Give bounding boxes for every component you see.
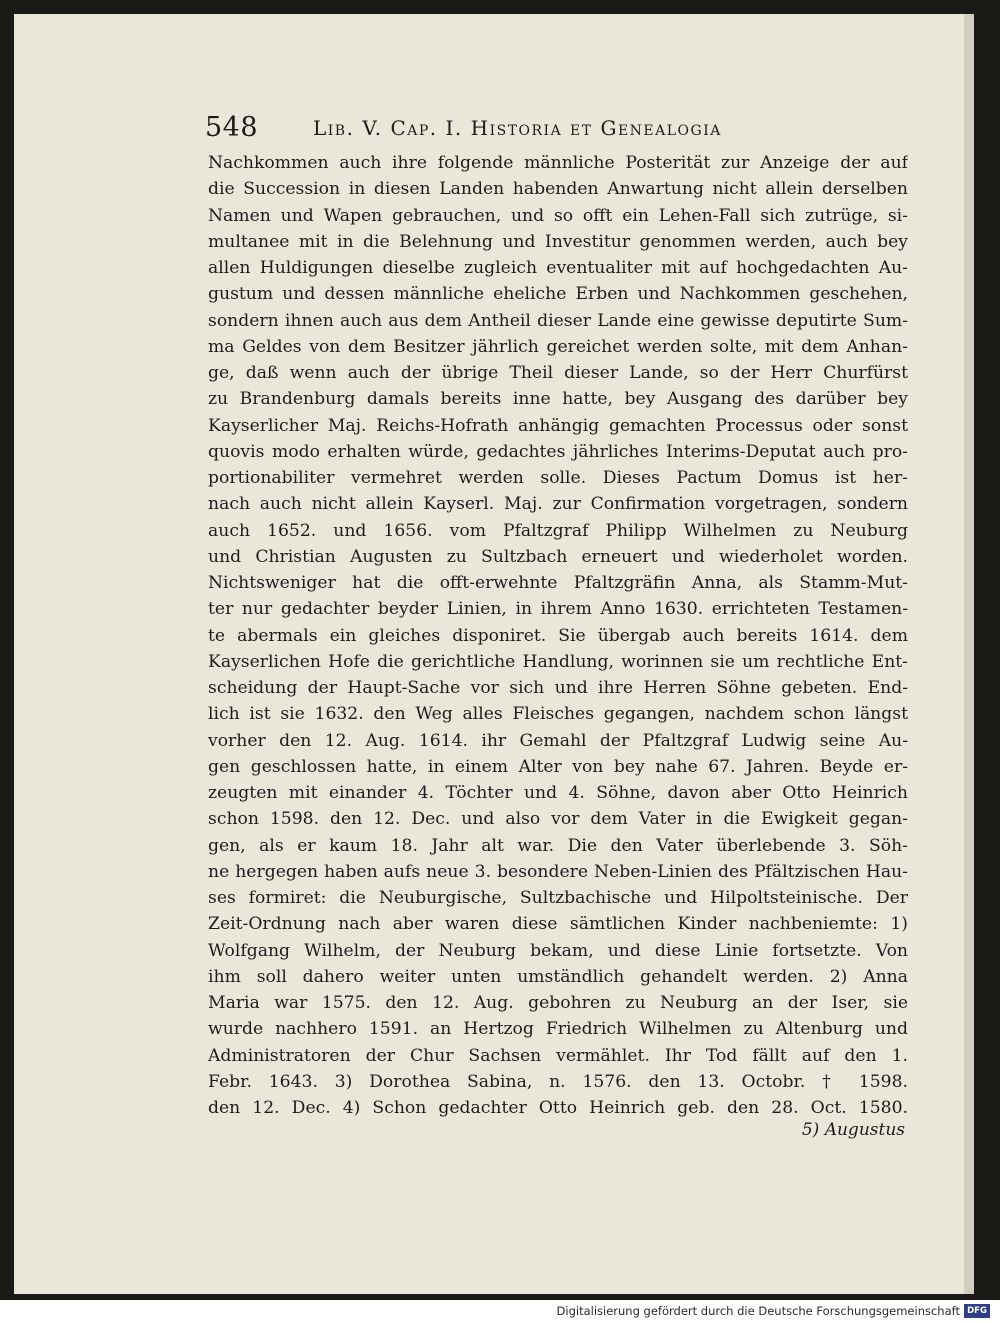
text-line: gen geschlossen hatte, in einem Alter von bey nahe 67. Jahren. Beyde er-: [208, 756, 908, 777]
text-line: Nachkommen auch ihre folgende männliche Posterität zur Anzeige der auf: [208, 153, 908, 173]
footer: [0, 1300, 1000, 1323]
text-line: Zeit-Ordnung nach aber waren diese sämtlichen Kinder nachbeniemte: 1): [208, 914, 908, 935]
text-line: ses formiret: die Neuburgische, Sultzbachische und Hilpoltsteinische. Der: [208, 888, 908, 908]
text-line: multanee mit in die Belehnung und Investitur genommen werden, auch bey: [208, 231, 908, 252]
text-line: ge, daß wenn auch der übrige Theil dieser Lande, so der Herr Churfürst: [208, 363, 908, 383]
text-line: sondern ihnen auch aus dem Antheil dieser Lande eine gewisse deputirte Sum-: [208, 310, 908, 331]
text-line: ihm soll dahero weiter unten umständlich gehandelt werden. 2) Anna: [208, 966, 908, 987]
text-line: ne hergegen haben aufs neue 3. besondere Neben-Linien des Pfältzischen Hau-: [208, 861, 908, 882]
text-line: scheidung der Haupt-Sache vor sich und ihre Herren Söhne gebeten. End-: [208, 678, 908, 698]
text-line: Wolfgang Wilhelm, der Neuburg bekam, und diese Linie fortsetzte. Von: [208, 940, 908, 961]
text-line: zeugten mit einander 4. Töchter und 4. Söhne, davon aber Otto Heinrich: [208, 783, 908, 803]
running-head: Lib. V. Cap. I. Historia et Genealogia: [313, 116, 722, 140]
text-line: schon 1598. den 12. Dec. und also vor dem Vater in die Ewigkeit gegan-: [208, 809, 908, 830]
body-text: [208, 150, 908, 1121]
text-line: lich ist sie 1632. den Weg alles Fleisches gegangen, nachdem schon längst: [208, 704, 908, 725]
text-line: den 12. Dec. 4) Schon gedachter Otto Heinrich geb. den 28. Oct. 1580.: [208, 1098, 908, 1118]
footer-credit: Digitalisierung gefördert durch die Deutsche Forschungsgemeinschaft: [556, 1304, 960, 1318]
page-header: [205, 110, 905, 146]
text-line: und Christian Augusten zu Sultzbach erneuert und wiederholet worden.: [208, 546, 908, 567]
text-line: wurde nachhero 1591. an Hertzog Friedrich Wilhelmen zu Altenburg und: [208, 1019, 908, 1040]
text-line: ma Geldes von dem Besitzer jährlich gereichet werden solte, mit dem Anhan-: [208, 336, 908, 357]
text-line: allen Huldigungen dieselbe zugleich eventualiter mit auf hochgedachten Au-: [208, 258, 908, 278]
text-line: Febr. 1643. 3) Dorothea Sabina, n. 1576. den 13. Octobr. † 1598.: [208, 1071, 908, 1092]
text-line: auch 1652. und 1656. vom Pfaltzgraf Philipp Wilhelmen zu Neuburg: [208, 520, 908, 541]
text-line: gustum und dessen männliche eheliche Erben und Nachkommen geschehen,: [208, 284, 908, 305]
text-line: Maria war 1575. den 12. Aug. gebohren zu Neuburg an der Iser, sie: [208, 993, 908, 1013]
text-line: portionabiliter vermehret werden solle. Dieses Pactum Domus ist her-: [208, 468, 908, 488]
dfg-logo-icon: DFG: [964, 1304, 990, 1318]
text-line: ter nur gedachter beyder Linien, in ihrem Anno 1630. errichteten Testamen-: [208, 599, 908, 620]
text-line: Administratoren der Chur Sachsen vermählet. Ihr Tod fällt auf den 1.: [208, 1045, 908, 1066]
text-line: vorher den 12. Aug. 1614. ihr Gemahl der Pfaltzgraf Ludwig seine Au-: [208, 730, 908, 751]
text-line: Nichtsweniger hat die offt-erwehnte Pfaltzgräfin Anna, als Stamm-Mut-: [208, 573, 908, 593]
text-line: zu Brandenburg damals bereits inne hatte, bey Ausgang des darüber bey: [208, 389, 908, 410]
text-line: Kayserlichen Hofe die gerichtliche Handlung, worinnen sie um rechtliche Ent-: [208, 651, 908, 672]
catchword: 5) Augustus: [801, 1120, 905, 1140]
text-line: nach auch nicht allein Kayserl. Maj. zur Confirmation vorgetragen, sondern: [208, 494, 908, 515]
text-line: Kayserlicher Maj. Reichs-Hofrath anhängig gemachten Processus oder sonst: [208, 415, 908, 436]
text-line: quovis modo erhalten würde, gedachtes jährliches Interims-Deputat auch pro-: [208, 441, 908, 462]
text-line: Namen und Wapen gebrauchen, und so offt ein Lehen-Fall sich zutrüge, si-: [208, 205, 908, 226]
text-line: gen, als er kaum 18. Jahr alt war. Die den Vater überlebende 3. Söh-: [208, 835, 908, 856]
page-number: 548: [205, 112, 259, 143]
text-line: te abermals ein gleiches disponiret. Sie übergab auch bereits 1614. dem: [208, 625, 908, 646]
text-line: die Succession in diesen Landen habenden Anwartung nicht allein derselben: [208, 179, 908, 200]
